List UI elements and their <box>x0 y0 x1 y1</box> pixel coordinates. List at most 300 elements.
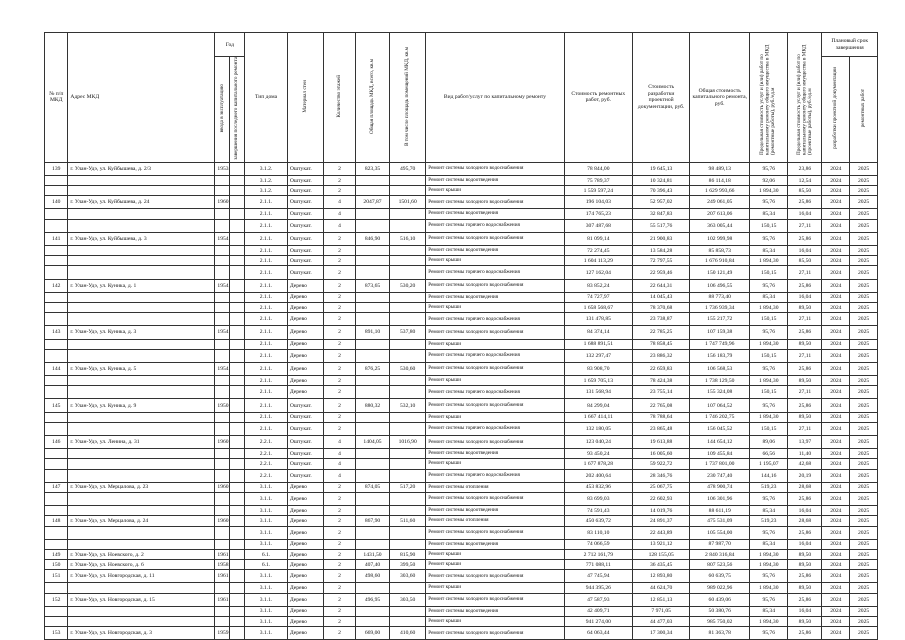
cell-area2 <box>390 313 426 326</box>
cell-d: 2024 <box>822 492 850 505</box>
cell-address <box>68 539 215 549</box>
cell-address <box>68 292 215 302</box>
cell-empty <box>230 583 245 593</box>
cell-area2 <box>390 246 426 256</box>
cell-u1: 89,06 <box>750 436 788 449</box>
cell-year <box>215 339 230 349</box>
cell-empty <box>230 593 245 606</box>
cell-code: 3.1.1. <box>245 482 288 492</box>
cell-address <box>68 302 215 312</box>
cell-u2: 25,86 <box>788 362 822 375</box>
cell-d: 2024 <box>822 482 850 492</box>
cell-u2: 89,50 <box>788 617 822 627</box>
cell-u1: 95,76 <box>750 492 788 505</box>
cell-area: 669,00 <box>355 627 389 640</box>
cell-code: 2.2.1. <box>245 436 288 449</box>
cell-d: 2024 <box>822 362 850 375</box>
cell-work: Ремонт системы водоотведения <box>426 175 564 185</box>
cell-work: Ремонт системы водоотведения <box>426 606 564 616</box>
cell-work: Ремонт системы отопления <box>426 482 564 492</box>
cell-area <box>355 526 389 539</box>
cell-address <box>68 412 215 422</box>
cell-u1: 1 894,30 <box>750 302 788 312</box>
table-row <box>45 279 878 292</box>
cell-floors: 2 <box>324 302 356 312</box>
cell-work: Ремонт системы холодного водоснабжения <box>426 196 564 209</box>
cell-floors: 2 <box>324 526 356 539</box>
cell-w: 2025 <box>850 482 878 492</box>
cell-u2: 16,04 <box>788 246 822 256</box>
cell-d: 2024 <box>822 162 850 175</box>
cell-year <box>215 349 230 362</box>
table-row <box>45 362 878 375</box>
cell-area2: 399,50 <box>390 560 426 570</box>
cell-year: 1960 <box>215 196 230 209</box>
cell-code: 3.1.2. <box>245 162 288 175</box>
cell-code: 3.1.1. <box>245 606 288 616</box>
cell-empty <box>230 339 245 349</box>
cell-no: 146 <box>45 436 68 449</box>
cell-repair: 42 409,71 <box>564 606 632 616</box>
cell-no <box>45 469 68 482</box>
cell-address <box>68 606 215 616</box>
cell-floors: 2 <box>324 266 356 279</box>
cell-address <box>68 459 215 469</box>
cell-repair: 47 745,94 <box>564 570 632 583</box>
cell-work: Ремонт крыши <box>426 617 564 627</box>
cell-repair: 83 852,24 <box>564 279 632 292</box>
cell-empty <box>230 232 245 245</box>
cell-floors: 4 <box>324 209 356 219</box>
cell-total: 81 363,78 <box>690 627 750 640</box>
cell-design: 22 644,31 <box>632 279 690 292</box>
cell-no <box>45 339 68 349</box>
cell-u1: 1 195,07 <box>750 459 788 469</box>
cell-d: 2024 <box>822 349 850 362</box>
cell-work: Ремонт системы холодного водоснабжения <box>426 436 564 449</box>
cell-u1: 1 894,30 <box>750 617 788 627</box>
cell-work: Ремонт системы холодного водоснабжения <box>426 162 564 175</box>
cell-no <box>45 292 68 302</box>
cell-total: 207 613,06 <box>690 209 750 219</box>
cell-area2 <box>390 492 426 505</box>
cell-material: Дерево <box>287 279 323 292</box>
cell-code: 2.1.1. <box>245 232 288 245</box>
cell-work: Ремонт системы холодного водоснабжения <box>426 627 564 640</box>
cell-code: 3.1.1. <box>245 583 288 593</box>
cell-area <box>355 313 389 326</box>
cell-total: 60 439,06 <box>690 593 750 606</box>
cell-no <box>45 246 68 256</box>
cell-total: 106 301,96 <box>690 492 750 505</box>
cell-area <box>355 246 389 256</box>
cell-d: 2024 <box>822 516 850 526</box>
table-row <box>45 617 878 627</box>
cell-u2: 25,86 <box>788 279 822 292</box>
cell-d: 2024 <box>822 449 850 459</box>
cell-work: Ремонт системы холодного водоснабжения <box>426 362 564 375</box>
cell-repair: 75 789,37 <box>564 175 632 185</box>
table-row <box>45 175 878 185</box>
table-row <box>45 302 878 312</box>
cell-floors: 2 <box>324 482 356 492</box>
table-row <box>45 209 878 219</box>
cell-area2 <box>390 539 426 549</box>
cell-total: 88 773,40 <box>690 292 750 302</box>
cell-material: Дерево <box>287 349 323 362</box>
cell-code: 2.1.1. <box>245 256 288 266</box>
cell-total: 155 217,72 <box>690 313 750 326</box>
cell-area2 <box>390 617 426 627</box>
cell-area <box>355 209 389 219</box>
cell-code: 2.1.1. <box>245 209 288 219</box>
cell-area2 <box>390 606 426 616</box>
cell-floors: 4 <box>324 219 356 232</box>
cell-no: 144 <box>45 362 68 375</box>
cell-code: 3.1.2. <box>245 186 288 196</box>
cell-repair: 1 659 705,13 <box>564 376 632 386</box>
cell-u2: 13,97 <box>788 436 822 449</box>
header-unit-cost-design: Предельная стоимость услуг и (или) работ по капитальному ремонту общего имущества в МКД (проектные работы), руб./ед.м <box>788 33 822 163</box>
cell-area2: 1501,60 <box>390 196 426 209</box>
cell-area2 <box>390 209 426 219</box>
cell-work: Ремонт системы водоотведения <box>426 449 564 459</box>
cell-d: 2024 <box>822 617 850 627</box>
cell-area2 <box>390 412 426 422</box>
cell-u1: 85,34 <box>750 606 788 616</box>
cell-repair: 72 274,45 <box>564 246 632 256</box>
table-row <box>45 606 878 616</box>
cell-u2: 89,50 <box>788 339 822 349</box>
cell-w: 2025 <box>850 302 878 312</box>
cell-area2: 537,80 <box>390 326 426 339</box>
cell-work: Ремонт системы водоотведения <box>426 506 564 516</box>
cell-work: Ремонт системы холодного водоснабжения <box>426 279 564 292</box>
cell-year <box>215 209 230 219</box>
cell-total: 2 840 316,84 <box>690 549 750 559</box>
cell-empty <box>230 292 245 302</box>
cell-design: 12 851,13 <box>632 593 690 606</box>
cell-floors: 2 <box>324 186 356 196</box>
cell-d: 2024 <box>822 560 850 570</box>
cell-u2: 27,11 <box>788 422 822 435</box>
cell-year: 1960 <box>215 482 230 492</box>
cell-no <box>45 209 68 219</box>
cell-code: 3.1.1. <box>245 627 288 640</box>
cell-material: Дерево <box>287 386 323 399</box>
cell-code: 3.1.1. <box>245 539 288 549</box>
cell-d: 2024 <box>822 469 850 482</box>
cell-work: Ремонт системы холодного водоснабжения <box>426 399 564 412</box>
cell-year <box>215 292 230 302</box>
cell-address: г. Улан-Удэ, ул. Мерцалова, д. 23 <box>68 482 215 492</box>
cell-no: 139 <box>45 162 68 175</box>
cell-u2: 16,04 <box>788 209 822 219</box>
cell-empty <box>230 326 245 339</box>
cell-floors: 4 <box>324 436 356 449</box>
cell-repair: 1 688 891,51 <box>564 339 632 349</box>
cell-year <box>215 412 230 422</box>
header-year-last-overhaul: завершения последнего капитального ремонта <box>230 57 245 163</box>
cell-no <box>45 492 68 505</box>
cell-u1: 95,76 <box>750 196 788 209</box>
cell-total: 363 005,44 <box>690 219 750 232</box>
cell-u2: 25,86 <box>788 570 822 583</box>
cell-empty <box>230 539 245 549</box>
cell-area: 407,40 <box>355 560 389 570</box>
table-row <box>45 326 878 339</box>
header-no: № п/п МКД <box>45 33 68 163</box>
cell-u2: 23,86 <box>788 162 822 175</box>
cell-w: 2025 <box>850 349 878 362</box>
cell-design: 13 584,28 <box>632 246 690 256</box>
cell-total: 1 746 202,75 <box>690 412 750 422</box>
cell-material: Оштукат. <box>287 162 323 175</box>
cell-no: 153 <box>45 627 68 640</box>
cell-material: Оштукат. <box>287 175 323 185</box>
cell-code: 3.1.1. <box>245 617 288 627</box>
cell-floors: 2 <box>324 376 356 386</box>
cell-address: г. Улан-Удэ, ул. Куника, д. 9 <box>68 399 215 412</box>
cell-empty <box>230 516 245 526</box>
table-row <box>45 459 878 469</box>
cell-repair: 84 374,14 <box>564 326 632 339</box>
table-row <box>45 506 878 516</box>
table-row <box>45 469 878 482</box>
cell-area2 <box>390 449 426 459</box>
cell-d: 2024 <box>822 436 850 449</box>
cell-u2: 27,11 <box>788 349 822 362</box>
header-unit-cost-work: Предельная стоимость услуг и (или) работ по капитальному ремонту общего имущества в МКД (ремонтные работы), руб./ед.м <box>750 33 788 163</box>
cell-total: 230 747,40 <box>690 469 750 482</box>
cell-total: 88 611,19 <box>690 506 750 516</box>
cell-area2 <box>390 469 426 482</box>
cell-w: 2025 <box>850 209 878 219</box>
cell-empty <box>230 256 245 266</box>
cell-year: 1961 <box>215 549 230 559</box>
cell-design: 72 797,55 <box>632 256 690 266</box>
cell-empty <box>230 219 245 232</box>
cell-work: Ремонт системы водоотведения <box>426 539 564 549</box>
cell-w: 2025 <box>850 549 878 559</box>
table-row <box>45 526 878 539</box>
cell-area2: 511,60 <box>390 516 426 526</box>
cell-floors: 2 <box>324 606 356 616</box>
cell-repair: 2 712 161,79 <box>564 549 632 559</box>
cell-d: 2024 <box>822 606 850 616</box>
cell-floors: 2 <box>324 292 356 302</box>
cell-u1: 1 894,30 <box>750 186 788 196</box>
cell-material: Дерево <box>287 583 323 593</box>
cell-u1: 150,15 <box>750 422 788 435</box>
cell-area2: 815,90 <box>390 549 426 559</box>
cell-total: 60 639,75 <box>690 570 750 583</box>
cell-address: г. Улан-Удэ, ул. Куйбышева, д. 2/3 <box>68 162 215 175</box>
cell-address <box>68 449 215 459</box>
cell-repair: 74 591,43 <box>564 506 632 516</box>
cell-floors: 2 <box>324 539 356 549</box>
cell-work: Ремонт системы холодного водоснабжения <box>426 526 564 539</box>
cell-work: Ремонт крыши <box>426 339 564 349</box>
cell-u1: 95,76 <box>750 162 788 175</box>
cell-u1: 95,76 <box>750 399 788 412</box>
cell-u1: 150,15 <box>750 219 788 232</box>
cell-floors: 2 <box>324 570 356 583</box>
cell-repair: 450 639,72 <box>564 516 632 526</box>
cell-year <box>215 492 230 505</box>
table-row <box>45 266 878 279</box>
cell-work: Ремонт крыши <box>426 549 564 559</box>
cell-u2: 89,50 <box>788 583 822 593</box>
cell-w: 2025 <box>850 627 878 640</box>
cell-u1: 95,76 <box>750 232 788 245</box>
cell-year <box>215 459 230 469</box>
cell-w: 2025 <box>850 186 878 196</box>
cell-empty <box>230 246 245 256</box>
cell-empty <box>230 399 245 412</box>
cell-area2: 530,20 <box>390 279 426 292</box>
cell-area2: 517,20 <box>390 482 426 492</box>
cell-u2: 85,50 <box>788 256 822 266</box>
cell-repair: 196 104,03 <box>564 196 632 209</box>
table-row <box>45 549 878 559</box>
cell-empty <box>230 506 245 516</box>
cell-work: Ремонт системы горячего водоснабжения <box>426 313 564 326</box>
cell-u1: 1 894,30 <box>750 549 788 559</box>
cell-design: 70 396,43 <box>632 186 690 196</box>
cell-code: 2.1.1. <box>245 266 288 279</box>
cell-design: 78 370,68 <box>632 302 690 312</box>
cell-area2 <box>390 506 426 516</box>
cell-d: 2024 <box>822 266 850 279</box>
cell-no: 140 <box>45 196 68 209</box>
cell-no: 145 <box>45 399 68 412</box>
cell-w: 2025 <box>850 386 878 399</box>
cell-total: 105 554,00 <box>690 526 750 539</box>
table-body <box>45 162 878 640</box>
cell-u1: 1 894,30 <box>750 339 788 349</box>
table-row <box>45 539 878 549</box>
cell-empty <box>230 436 245 449</box>
cell-address <box>68 266 215 279</box>
cell-work: Ремонт системы холодного водоснабжения <box>426 570 564 583</box>
cell-design: 128 155,05 <box>632 549 690 559</box>
cell-address <box>68 349 215 362</box>
cell-repair: 1 559 597,24 <box>564 186 632 196</box>
cell-w: 2025 <box>850 492 878 505</box>
capital-repair-table <box>44 32 878 640</box>
cell-work: Ремонт крыши <box>426 583 564 593</box>
cell-area: 1431,50 <box>355 549 389 559</box>
cell-area <box>355 617 389 627</box>
header-year-commissioning: ввода в эксплуатацию <box>215 57 230 163</box>
cell-empty <box>230 196 245 209</box>
cell-u2: 25,86 <box>788 326 822 339</box>
cell-work: Ремонт системы отопления <box>426 516 564 526</box>
cell-address <box>68 526 215 539</box>
cell-design: 78 424,38 <box>632 376 690 386</box>
cell-repair: 123 040,24 <box>564 436 632 449</box>
cell-w: 2025 <box>850 469 878 482</box>
cell-floors: 2 <box>324 313 356 326</box>
table-row <box>45 339 878 349</box>
cell-floors: 2 <box>324 422 356 435</box>
cell-floors: 2 <box>324 246 356 256</box>
cell-u2: 89,50 <box>788 560 822 570</box>
cell-material: Оштукат. <box>287 422 323 435</box>
cell-code: 6.1. <box>245 560 288 570</box>
cell-material: Дерево <box>287 339 323 349</box>
cell-design: 16 005,60 <box>632 449 690 459</box>
cell-area2: 303,50 <box>390 593 426 606</box>
cell-w: 2025 <box>850 412 878 422</box>
cell-repair: 202 400,64 <box>564 469 632 482</box>
table-row <box>45 232 878 245</box>
cell-total: 106 568,53 <box>690 362 750 375</box>
cell-floors: 2 <box>324 583 356 593</box>
cell-address <box>68 209 215 219</box>
cell-design: 23 886,32 <box>632 349 690 362</box>
cell-empty <box>230 482 245 492</box>
cell-u2: 25,86 <box>788 232 822 245</box>
cell-area: 1404,05 <box>355 436 389 449</box>
cell-w: 2025 <box>850 459 878 469</box>
cell-d: 2024 <box>822 570 850 583</box>
cell-area: 874,05 <box>355 482 389 492</box>
cell-code: 2.1.1. <box>245 339 288 349</box>
cell-material: Оштукат. <box>287 196 323 209</box>
table-header <box>45 33 878 163</box>
cell-work: Ремонт крыши <box>426 186 564 196</box>
cell-u2: 27,11 <box>788 313 822 326</box>
cell-design: 23 865,48 <box>632 422 690 435</box>
header-repair-cost: Стоимость ремонтных работ, руб. <box>564 33 632 163</box>
cell-work: Ремонт крыши <box>426 459 564 469</box>
cell-total: 150 121,49 <box>690 266 750 279</box>
cell-floors: 2 <box>324 549 356 559</box>
table-row <box>45 436 878 449</box>
cell-empty <box>230 209 245 219</box>
cell-no <box>45 449 68 459</box>
cell-total: 87 987,70 <box>690 539 750 549</box>
cell-no: 150 <box>45 560 68 570</box>
cell-u1: 1 894,30 <box>750 412 788 422</box>
cell-work: Ремонт крыши <box>426 302 564 312</box>
table-row <box>45 570 878 583</box>
cell-u2: 16,04 <box>788 292 822 302</box>
cell-design: 17 300,34 <box>632 627 690 640</box>
cell-work: Ремонт крыши <box>426 560 564 570</box>
cell-material: Дерево <box>287 516 323 526</box>
cell-code: 2.1.1. <box>245 386 288 399</box>
cell-code: 2.1.1. <box>245 313 288 326</box>
cell-floors: 2 <box>324 326 356 339</box>
cell-area: 880,32 <box>355 399 389 412</box>
cell-address <box>68 313 215 326</box>
cell-code: 2.1.1. <box>245 399 288 412</box>
cell-area <box>355 469 389 482</box>
header-floors: Количество этажей <box>324 33 356 163</box>
cell-address: г. Улан-Удэ, ул. Куйбышева, д. 3 <box>68 232 215 245</box>
cell-area2: 532,10 <box>390 399 426 412</box>
cell-w: 2025 <box>850 526 878 539</box>
cell-d: 2024 <box>822 593 850 606</box>
cell-address <box>68 246 215 256</box>
cell-area2: 516,10 <box>390 232 426 245</box>
cell-u2: 25,86 <box>788 492 822 505</box>
cell-code: 3.1.1. <box>245 593 288 606</box>
cell-area2 <box>390 266 426 279</box>
